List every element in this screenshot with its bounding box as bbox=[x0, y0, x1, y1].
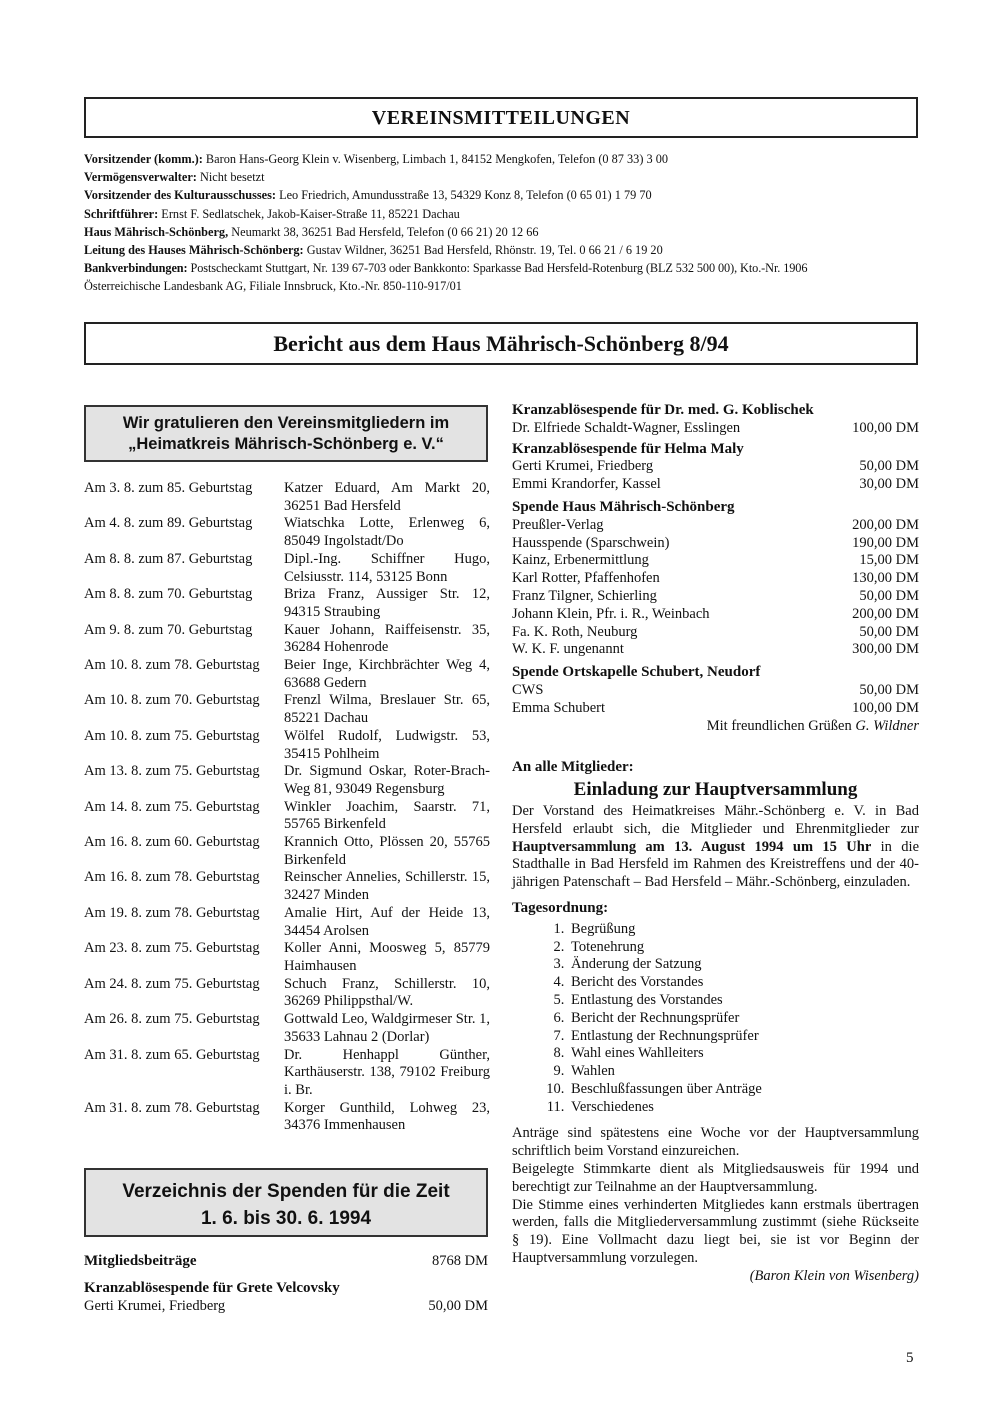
birthday-name: Krannich Otto, Plössen 20, 55765 Birkenfeld bbox=[284, 834, 490, 868]
birthday-name: Katzer Eduard, Am Markt 20, 36251 Bad Hersfeld bbox=[284, 480, 490, 514]
birthday-name: Korger Gunthild, Lohweg 23, 34376 Immenhausen bbox=[284, 1099, 490, 1134]
donor-name: CWS bbox=[512, 681, 544, 698]
birthday-row bbox=[84, 480, 490, 515]
velcovsky-heading: Kranzablösespende für Grete Velcovsky bbox=[84, 1279, 340, 1296]
mitglieds-row bbox=[84, 1253, 488, 1271]
birthday-date: Am 31. 8. zum 78. Geburtstag bbox=[84, 1099, 260, 1116]
donor-name: Kainz, Erbenermittlung bbox=[512, 552, 649, 569]
koblischek-heading: Kranzablösespende für Dr. med. G. Koblischek bbox=[512, 402, 814, 418]
left-donations bbox=[84, 1253, 488, 1315]
donor-name: Emma Schubert bbox=[512, 699, 606, 716]
birthday-name: Gottwald Leo, Waldgirmeser Str. 1, 35633 Lahnau 2 (Dorlar) bbox=[284, 1011, 490, 1045]
paragraph-stimmkarte: Beigelegte Stimmkarte dient als Mitgliedsausweis für 1994 und berechtigt zur Teilnahme an der Hauptversammlung. bbox=[512, 1161, 919, 1195]
donation-row bbox=[512, 458, 919, 476]
paragraph-antraege: Anträge sind spätestens eine Woche vor der Hauptversammlung schriftlich beim Vorstand einzureichen. bbox=[512, 1125, 919, 1160]
donor-amount: 50,00 DM bbox=[859, 623, 919, 640]
donation-row bbox=[512, 517, 919, 535]
koblischek-list bbox=[512, 420, 919, 438]
donor-amount: 200,00 DM bbox=[852, 516, 919, 533]
donor-name: Karl Rotter, Pfaffenhofen bbox=[512, 570, 660, 587]
birthday-row bbox=[84, 622, 490, 657]
birthday-row bbox=[84, 763, 490, 798]
birthday-row bbox=[84, 657, 490, 692]
donor-amount: 300,00 DM bbox=[852, 641, 919, 658]
right-column bbox=[512, 402, 919, 1286]
info-line: Vorsitzender des Kulturausschusses: Leo Friedrich, Amundusstraße 13, 54329 Konz 8, Telefon (0 65 01) 1 79 70 bbox=[84, 188, 652, 203]
kapelle-list bbox=[512, 682, 919, 718]
agenda-item: 11. Verschiedenes bbox=[568, 1099, 919, 1117]
birthday-name: Wölfel Rudolf, Ludwigstr. 53, 35415 Pohlheim bbox=[284, 727, 490, 762]
birthday-row bbox=[84, 905, 490, 940]
donor-amount: 50,00 DM bbox=[859, 458, 919, 475]
birthday-name: Winkler Joachim, Saarstr. 71, 55765 Birkenfeld bbox=[284, 798, 490, 833]
info-line: Bankverbindungen: Postscheckamt Stuttgart, Nr. 139 67-703 oder Bankkonto: Sparkasse Bad Hersfeld-Rotenburg (BLZ 532 500 00), Kto.-Nr. 1906 bbox=[84, 261, 808, 276]
agenda-item: 5. Entlastung des Vorstandes bbox=[568, 992, 919, 1010]
mitglieds-label: Mitgliedsbeiträge bbox=[84, 1253, 197, 1269]
birthday-row bbox=[84, 728, 490, 763]
agenda-list bbox=[512, 921, 919, 1117]
birthday-row bbox=[84, 834, 490, 869]
info-line: Haus Mährisch-Schönberg, Neumarkt 38, 36251 Bad Hersfeld, Telefon (0 66 21) 20 12 66 bbox=[84, 224, 539, 239]
birthday-name: Schuch Franz, Schillerstr. 10, 36269 Philippsthal/W. bbox=[284, 975, 490, 1010]
bericht-title: Bericht aus dem Haus Mährisch-Schönberg 8/94 bbox=[84, 322, 918, 365]
donation-row bbox=[512, 700, 919, 718]
birthday-name: Frenzl Wilma, Breslauer Str. 65, 85221 Dachau bbox=[284, 692, 490, 727]
donor-name: Dr. Elfriede Schaldt-Wagner, Esslingen bbox=[512, 419, 741, 436]
mitglieds-amount: 8768 DM bbox=[432, 1253, 488, 1269]
agenda-item: 1. Begrüßung bbox=[568, 921, 919, 939]
birthday-date: Am 23. 8. zum 75. Geburtstag bbox=[84, 940, 260, 957]
birthday-date: Am 3. 8. zum 85. Geburtstag bbox=[84, 480, 253, 496]
donor-amount: 190,00 DM bbox=[852, 534, 919, 551]
donation-row bbox=[512, 641, 919, 659]
donor-amount: 50,00 DM bbox=[428, 1297, 488, 1314]
donation-row bbox=[512, 535, 919, 553]
donor-name: Hausspende (Sparschwein) bbox=[512, 534, 670, 551]
birthday-date: Am 16. 8. zum 60. Geburtstag bbox=[84, 834, 260, 851]
birthday-name: Wiatschka Lotte, Erlenweg 6, 85049 Ingolstadt/Do bbox=[284, 515, 490, 550]
birthday-name: Dr. Henhappl Günther, Karthäuserstr. 138, 79102 Freiburg i. Br. bbox=[284, 1046, 490, 1098]
donation-row bbox=[512, 420, 919, 438]
donation-row bbox=[512, 476, 919, 494]
agenda-item: 4. Bericht des Vorstandes bbox=[568, 974, 919, 992]
birthday-name: Briza Franz, Aussiger Str. 12, 94315 Straubing bbox=[284, 586, 490, 620]
donor-name: Franz Tilgner, Schierling bbox=[512, 587, 657, 604]
spenden-title-line-1: Verzeichnis der Spenden für die Zeit bbox=[122, 1181, 450, 1202]
agenda-item: 6. Bericht der Rechnungsprüfer bbox=[568, 1010, 919, 1028]
birthday-name: Reinscher Annelies, Schillerstr. 15, 32427 Minden bbox=[284, 869, 490, 904]
birthday-name: Koller Anni, Moosweg 5, 85779 Haimhausen bbox=[284, 940, 490, 974]
donation-row bbox=[512, 606, 919, 624]
velcovsky-row bbox=[84, 1298, 488, 1316]
info-line: Vorsitzender (komm.): Baron Hans-Georg Klein v. Wisenberg, Limbach 1, 84152 Mengkofen, Telefon (0 87 33) 3 00 bbox=[84, 152, 669, 166]
birthday-date: Am 10. 8. zum 70. Geburtstag bbox=[84, 692, 260, 709]
birthday-date: Am 14. 8. zum 75. Geburtstag bbox=[84, 798, 260, 815]
haus-heading: Spende Haus Mährisch-Schönberg bbox=[512, 498, 735, 515]
donation-row bbox=[512, 570, 919, 588]
gratulation-line-2: „Heimatkreis Mährisch-Schönberg e. V.“ bbox=[128, 435, 444, 453]
donor-amount: 200,00 DM bbox=[852, 605, 919, 622]
info-line: Leitung des Hauses Mährisch-Schönberg: Gustav Wildner, 36251 Bad Hersfeld, Rhönstr. 19, Tel. 0 66 21 / 6 19 20 bbox=[84, 243, 663, 258]
donor-name: W. K. F. ungenannt bbox=[512, 641, 624, 658]
birthday-date: Am 26. 8. zum 75. Geburtstag bbox=[84, 1011, 260, 1028]
birthday-date: Am 10. 8. zum 78. Geburtstag bbox=[84, 657, 260, 674]
tagesordnung-heading: Tagesordnung: bbox=[512, 899, 609, 916]
spenden-title-box bbox=[84, 1168, 488, 1237]
birthday-row bbox=[84, 1011, 490, 1046]
signature: (Baron Klein von Wisenberg) bbox=[749, 1267, 919, 1284]
birthday-date: Am 13. 8. zum 75. Geburtstag bbox=[84, 763, 260, 780]
birthday-date: Am 10. 8. zum 75. Geburtstag bbox=[84, 727, 260, 744]
donor-name: Gerti Krumei, Friedberg bbox=[84, 1297, 226, 1314]
birthday-name: Dr. Sigmund Oskar, Roter-Brach-Weg 81, 93049 Regensburg bbox=[284, 763, 490, 797]
birthday-date: Am 24. 8. zum 75. Geburtstag bbox=[84, 975, 260, 992]
donor-amount: 100,00 DM bbox=[852, 699, 919, 716]
birthday-name: Dipl.-Ing. Schiffner Hugo, Celsiusstr. 114, 53125 Bonn bbox=[284, 550, 490, 585]
birthday-row bbox=[84, 976, 490, 1011]
birthday-row bbox=[84, 1047, 490, 1100]
birthday-row bbox=[84, 586, 490, 621]
donor-amount: 50,00 DM bbox=[859, 681, 919, 698]
agenda-item: 9. Wahlen bbox=[568, 1063, 919, 1081]
donation-row bbox=[512, 682, 919, 700]
birthday-list bbox=[84, 480, 490, 1135]
kapelle-heading: Spende Ortskapelle Schubert, Neudorf bbox=[512, 664, 761, 681]
info-line: Österreichische Landesbank AG, Filiale Innsbruck, Kto.-Nr. 850-110-917/01 bbox=[84, 279, 462, 294]
donor-name: Fa. K. Roth, Neuburg bbox=[512, 623, 638, 640]
gratulation-line-1: Wir gratulieren den Vereinsmitgliedern im bbox=[122, 414, 450, 432]
donor-name: Gerti Krumei, Friedberg bbox=[512, 458, 654, 475]
birthday-row bbox=[84, 515, 490, 550]
greeting: Mit freundlichen Grüßen G. Wildner bbox=[706, 717, 919, 734]
donor-amount: 50,00 DM bbox=[859, 587, 919, 604]
agenda-item: 8. Wahl eines Wahlleiters bbox=[568, 1045, 919, 1063]
agenda-item: 10. Beschlußfassungen über Anträge bbox=[568, 1081, 919, 1099]
birthday-row bbox=[84, 799, 490, 834]
birthday-row bbox=[84, 551, 490, 586]
info-line: Schriftführer: Ernst F. Sedlatschek, Jakob-Kaiser-Straße 11, 85221 Dachau bbox=[84, 206, 460, 221]
birthday-name: Beier Inge, Kirchbrächter Weg 4, 63688 Gedern bbox=[284, 657, 490, 691]
donor-amount: 100,00 DM bbox=[852, 419, 919, 436]
birthday-name: Kauer Johann, Raiffeisenstr. 35, 36284 Hohenrode bbox=[284, 621, 490, 656]
maly-heading: Kranzablösespende für Helma Maly bbox=[512, 440, 744, 457]
donation-row bbox=[512, 552, 919, 570]
donation-row bbox=[512, 624, 919, 642]
birthday-row bbox=[84, 1100, 490, 1135]
birthday-row bbox=[84, 869, 490, 904]
einladung-heading: Einladung zur Hauptversammlung bbox=[573, 779, 858, 801]
donor-amount: 15,00 DM bbox=[859, 552, 919, 569]
agenda-item: 2. Totenehrung bbox=[568, 939, 919, 957]
einladung-text: Der Vorstand des Heimatkreises Mähr.-Schönberg e. V. in Bad Hersfeld erlaubt sich, die Mitglieder und Ehrenmitglieder zur Hauptversammlung am 13. August 1994 um 15 Uhr in die Stadthalle in Bad Hersfeld im Rahmen des Kreistreffens und der 40-jährigen Patenschaft – Bad Hersfeld – Mähr.-Schönberg, einzuladen. bbox=[512, 802, 920, 891]
donor-name: Preußler-Verlag bbox=[512, 516, 604, 533]
birthday-date: Am 16. 8. zum 78. Geburtstag bbox=[84, 869, 260, 886]
spenden-title-line-2: 1. 6. bis 30. 6. 1994 bbox=[200, 1208, 372, 1229]
birthday-date: Am 31. 8. zum 65. Geburtstag bbox=[84, 1046, 260, 1063]
birthday-date: Am 8. 8. zum 70. Geburtstag bbox=[84, 586, 253, 603]
vereinsmitteilungen-title: VEREINSMITTEILUNGEN bbox=[84, 97, 918, 138]
donor-name: Emmi Krandorfer, Kassel bbox=[512, 476, 661, 493]
birthday-row bbox=[84, 692, 490, 727]
donor-name: Johann Klein, Pfr. i. R., Weinbach bbox=[512, 605, 710, 622]
donor-amount: 30,00 DM bbox=[859, 476, 919, 493]
birthday-date: Am 19. 8. zum 78. Geburtstag bbox=[84, 904, 260, 921]
gratulation-box bbox=[84, 405, 488, 462]
page-number: 5 bbox=[906, 1350, 914, 1366]
donor-amount: 130,00 DM bbox=[852, 570, 919, 587]
haus-list bbox=[512, 517, 919, 659]
birthday-row bbox=[84, 940, 490, 975]
donation-row bbox=[512, 588, 919, 606]
vereinsmitteilungen-info bbox=[84, 150, 920, 296]
paragraph-vollmacht: Die Stimme eines verhinderten Mitgliedes kann erstmals übertragen werden, falls die Mitgliederversammlung zustimmt (siehe Rückseite § 19). Eine Vollmacht dazu liegt bei, sie ist vor Beginn der Hauptversammlung vorzulegen. bbox=[512, 1196, 919, 1267]
birthday-date: Am 9. 8. zum 70. Geburtstag bbox=[84, 621, 253, 638]
agenda-item: 3. Änderung der Satzung bbox=[568, 956, 919, 974]
birthday-date: Am 8. 8. zum 87. Geburtstag bbox=[84, 550, 253, 567]
info-line: Vermögensverwalter: Nicht besetzt bbox=[84, 170, 265, 185]
birthday-date: Am 4. 8. zum 89. Geburtstag bbox=[84, 515, 253, 532]
birthday-name: Amalie Hirt, Auf der Heide 13, 34454 Arolsen bbox=[284, 904, 490, 939]
maly-list bbox=[512, 458, 919, 494]
an-alle-heading: An alle Mitglieder: bbox=[512, 759, 634, 776]
agenda-item: 7. Entlastung der Rechnungsprüfer bbox=[568, 1028, 919, 1046]
